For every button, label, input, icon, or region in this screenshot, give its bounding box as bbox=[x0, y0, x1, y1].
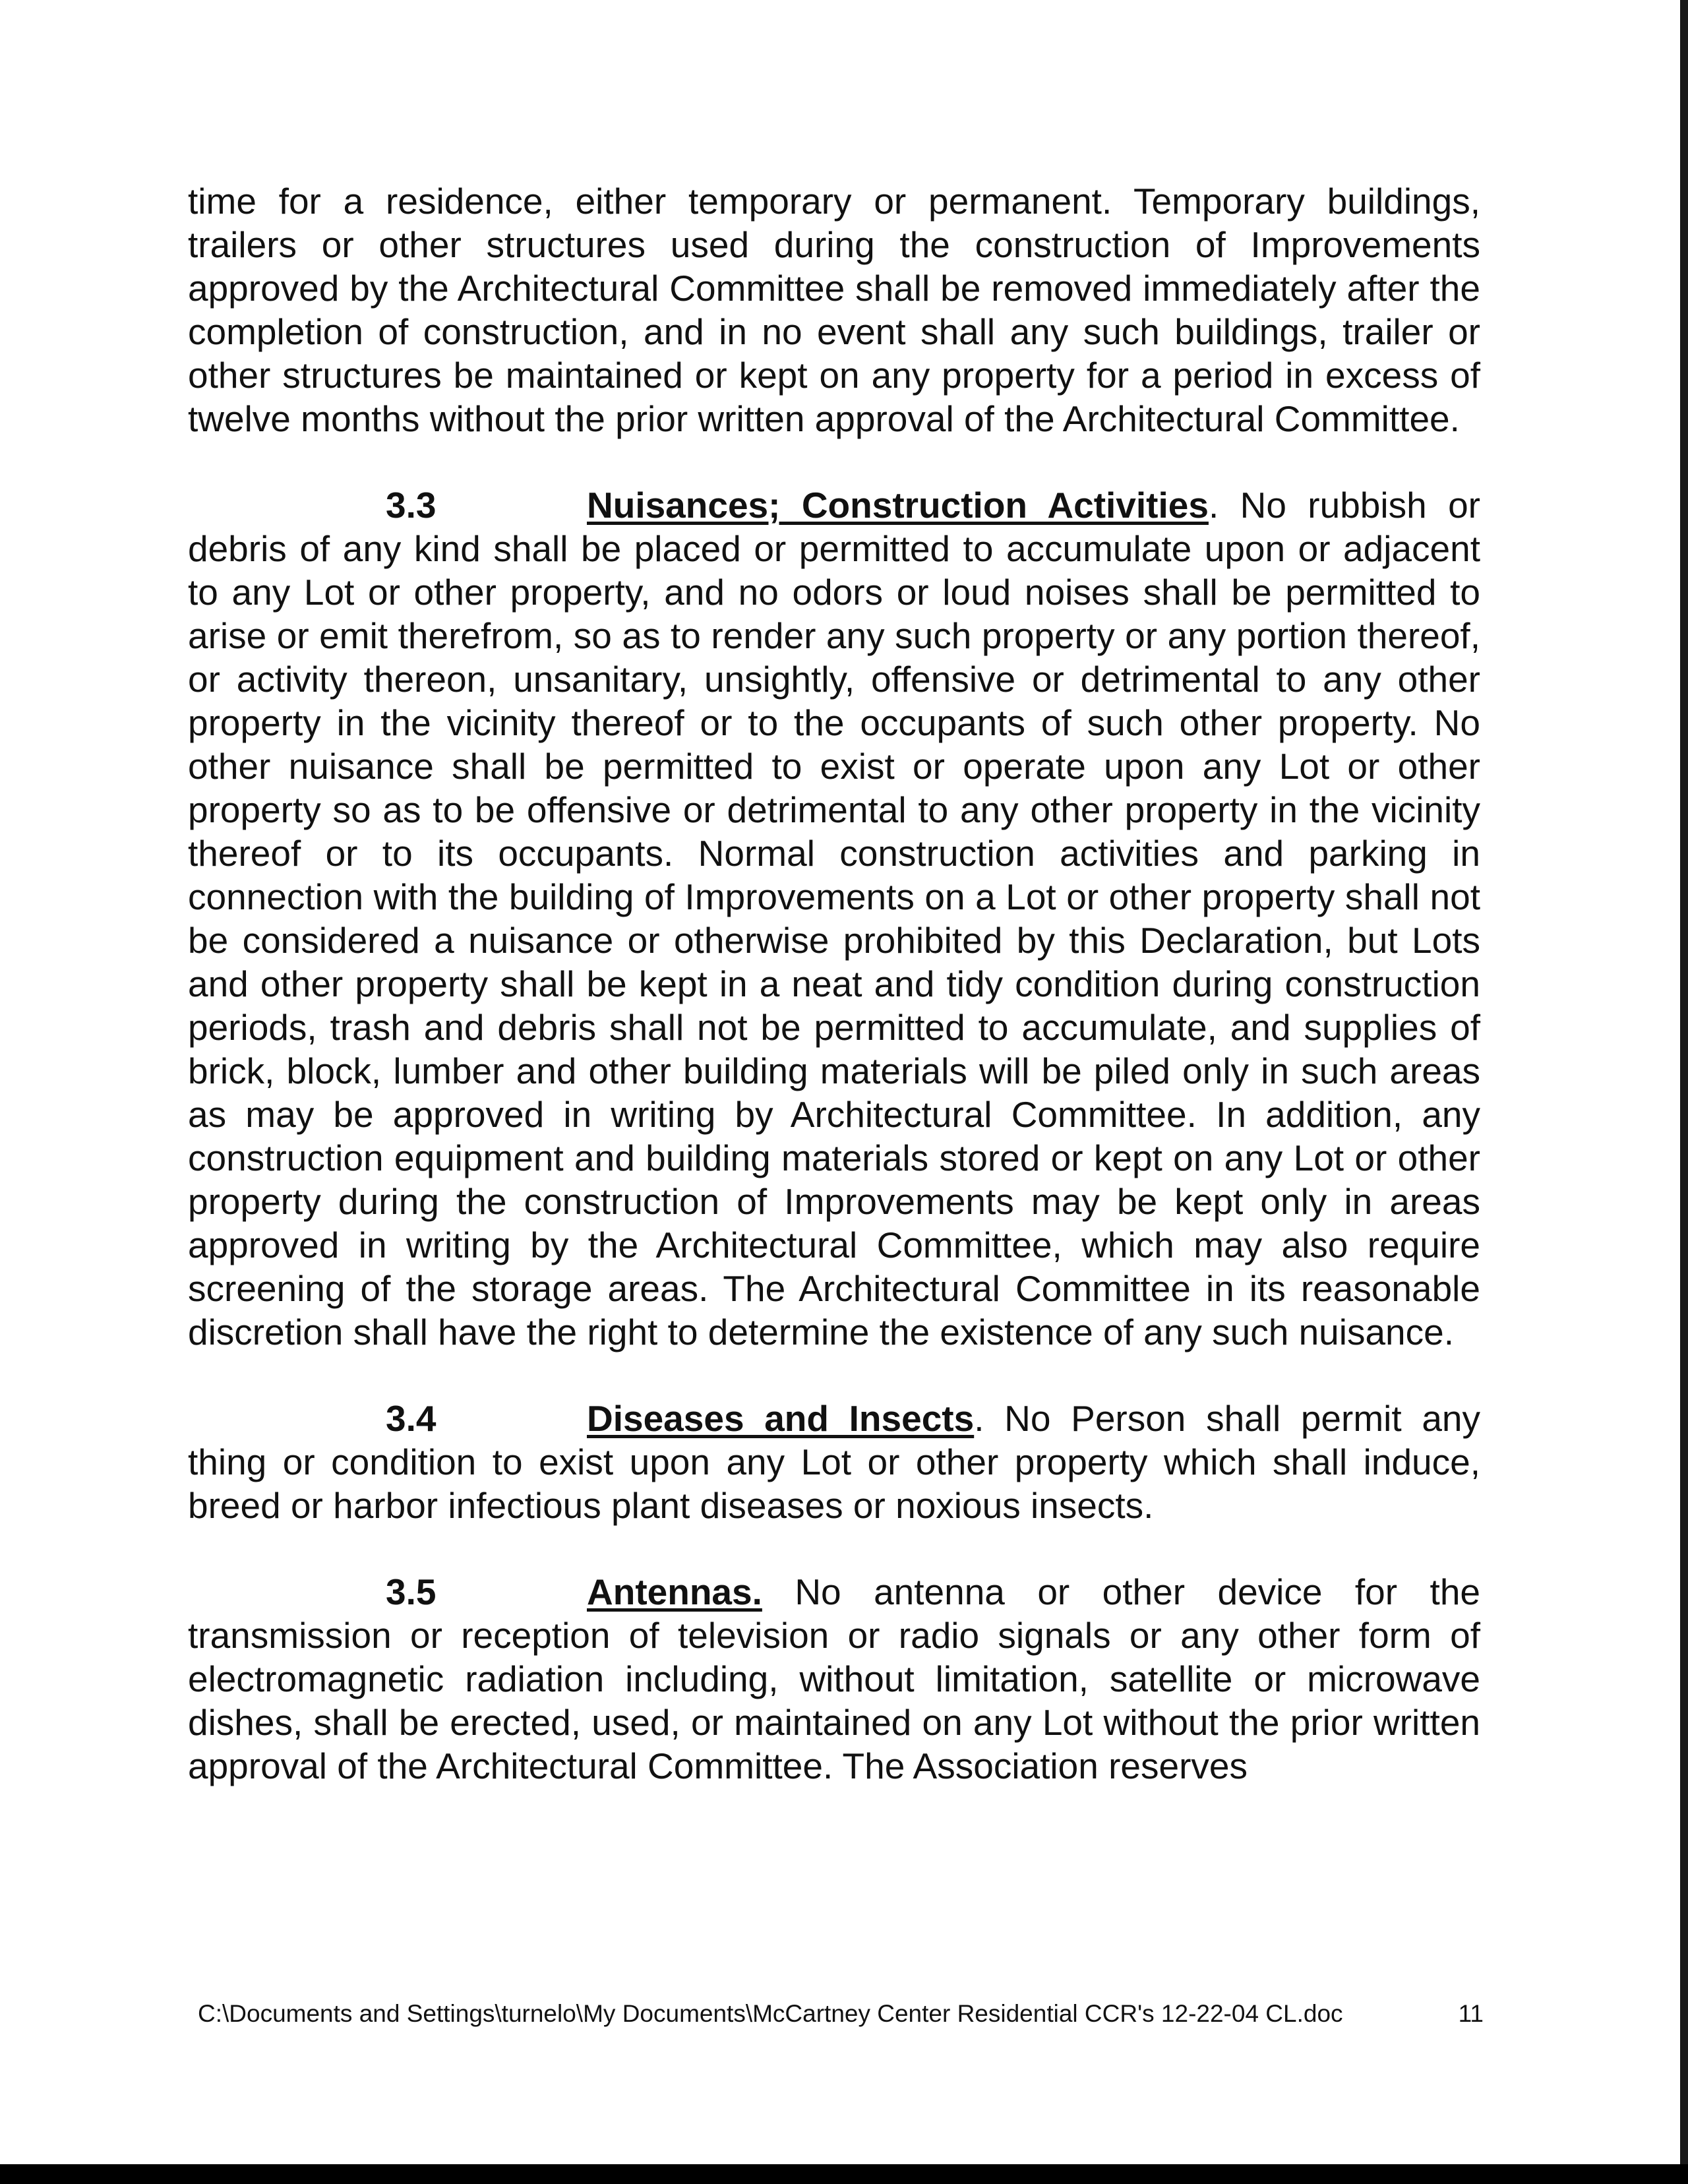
scan-edge-right bbox=[1680, 0, 1688, 2184]
section-number: 3.4 bbox=[386, 1398, 437, 1439]
section-body: No rubbish or debris of any kind shall be placed or permitted to accumulate upon or adjacent to any Lot or other property, and no odors or loud noises shall be permitted to arise or emit therefrom, so as to render any such property or any portion thereof, or activity thereon, unsanitary, unsightly, offensive or detrimental to any other property in the vicinity thereof or to the occupants of such other property. No other nuisance shall be permitted to exist or operate upon any Lot or other property so as to be offensive or detrimental to any other property in the vicinity thereof or to its occupants. Normal construction activities and parking in connection with the building of Improvements on a Lot or other property shall not be considered a nuisance or otherwise prohibited by this Declaration, but Lots and other property shall be kept in a neat and tidy condition during construction periods, trash and debris shall not be permitted to accumulate, and supplies of brick, block, lumber and other building materials will be piled only in such areas as may be approved in writing by Architectural Committee. In addition, any construction equipment and building materials stored or kept on any Lot or other property during the construction of Improvements may be kept only in areas approved in writing by the Architectural Committee, which may also require screening of the storage areas. The Architectural Committee in its reasonable discretion shall have the right to determine the existence of any such nuisance. bbox=[188, 485, 1480, 1352]
section-number: 3.5 bbox=[386, 1571, 437, 1612]
page-number: 11 bbox=[1458, 2000, 1484, 2027]
section-title: Nuisances; Construction Activities bbox=[587, 485, 1209, 526]
section-title-punct: . bbox=[1208, 485, 1219, 526]
section-number: 3.3 bbox=[386, 485, 437, 526]
section-3-5 bbox=[188, 1570, 1480, 1788]
section-3-3 bbox=[188, 483, 1480, 1354]
footer-file-path: C:\Documents and Settings\turnelo\My Documents\McCartney Center Residential CCR's 12-22-04 CL.doc bbox=[198, 2000, 1343, 2027]
section-title: Diseases and Insects bbox=[587, 1398, 975, 1439]
document-body bbox=[188, 179, 1480, 1788]
opening-paragraph: time for a residence, either temporary or permanent. Temporary buildings, trailers or other structures used during the construction of Improvements approved by the Architectural Committee shall be removed immediately after the completion of construction, and in no event shall any such buildings, trailer or other structures be maintained or kept on any property for a period in excess of twelve months without the prior written approval of the Architectural Committee. bbox=[188, 181, 1480, 439]
section-body: No Person shall permit any thing or condition to exist upon any Lot or other property which shall induce, breed or harbor infectious plant diseases or noxious insects. bbox=[188, 1398, 1481, 1526]
section-title-punct: . bbox=[974, 1398, 984, 1439]
section-body: No antenna or other device for the transmission or reception of television or radio signals or any other form of electromagnetic radiation including, without limitation, satellite or microwave dishes, shall be erected, used, or maintained on any Lot without the prior written approval of the Architectural Committee. The Association reserves bbox=[188, 1571, 1480, 1786]
section-3-4 bbox=[188, 1397, 1480, 1527]
section-title: Antennas. bbox=[587, 1571, 762, 1612]
scan-edge-bottom bbox=[0, 2164, 1688, 2184]
